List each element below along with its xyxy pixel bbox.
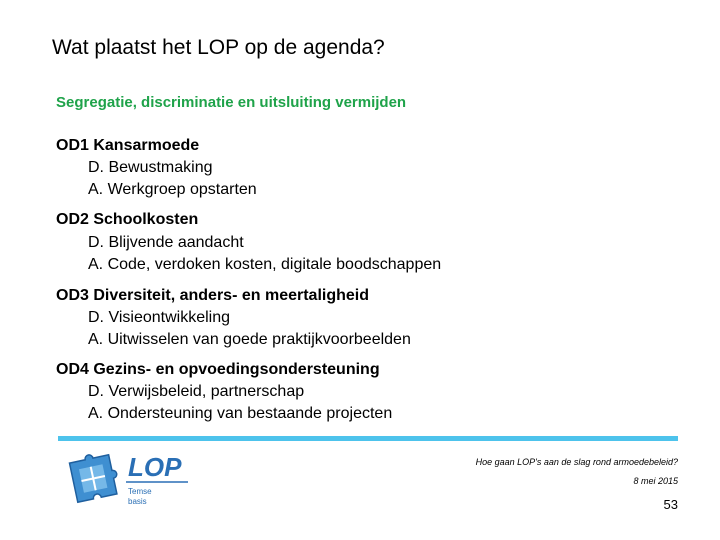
od1-item: D. Bewustmaking: [88, 159, 213, 176]
slide-subtitle: Segregatie, discriminatie en uitsluiting vermijden: [56, 94, 407, 111]
od2-item: A. Code, verdoken kosten, digitale boodschappen: [88, 256, 442, 273]
svg-text:Temse: Temse: [128, 487, 152, 496]
od4-item: D. Verwijsbeleid, partnerschap: [88, 383, 305, 400]
od2-heading: OD2 Schoolkosten: [56, 211, 199, 228]
od4-heading: OD4 Gezins- en opvoedingsondersteuning: [56, 361, 380, 378]
od3-item: A. Uitwisselen van goede praktijkvoorbeelden: [88, 331, 411, 348]
od1-item: A. Werkgroep opstarten: [88, 181, 257, 198]
slide-title: Wat plaatst het LOP op de agenda?: [52, 36, 385, 59]
footer-date: 8 mei 2015: [633, 476, 678, 486]
page-number: 53: [663, 497, 678, 512]
od2-item: D. Blijvende aandacht: [88, 234, 244, 251]
divider-rule: [58, 436, 678, 441]
od4-item: A. Ondersteuning van bestaande projecten: [88, 405, 393, 422]
od1-heading: OD1 Kansarmoede: [56, 137, 200, 154]
od3-item: D. Visieontwikkeling: [88, 309, 230, 326]
footer-caption: Hoe gaan LOP's aan de slag rond armoedebeleid?: [475, 457, 678, 467]
svg-text:LOP: LOP: [128, 452, 182, 482]
svg-text:basis: basis: [128, 497, 147, 506]
lop-logo: [68, 446, 198, 514]
od3-heading: OD3 Diversiteit, anders- en meertaligheid: [56, 287, 369, 304]
